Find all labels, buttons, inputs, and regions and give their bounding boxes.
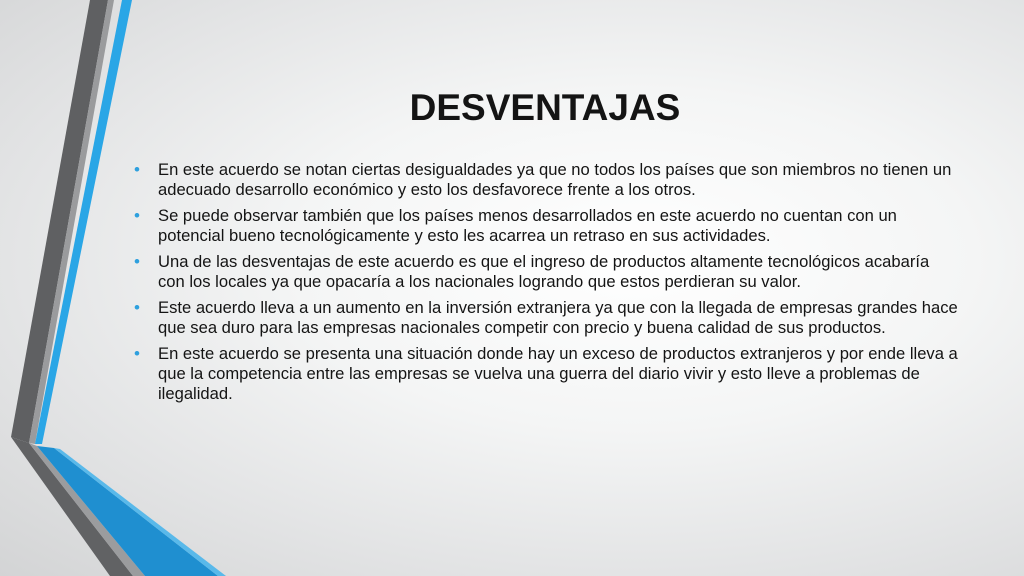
slide-title: DESVENTAJAS <box>409 87 681 128</box>
bullet-item <box>134 344 959 404</box>
bullet-dot-icon: • <box>134 206 140 225</box>
bullet-text: En este acuerdo se notan ciertas desigualdades ya que no todos los países que son miembros no tienen un adecuado desarrollo económico y esto los desfavorece frente a los otros. <box>158 160 952 199</box>
bullet-dot-icon: • <box>134 160 140 179</box>
bullet-item <box>134 206 959 246</box>
bullet-text: Una de las desventajas de este acuerdo es que el ingreso de productos altamente tecnológicos acabaría con los locales ya que opacaría a los nacionales logrando que estos perdieran su valor. <box>158 252 930 291</box>
bullet-list <box>134 160 959 410</box>
bullet-text: Este acuerdo lleva a un aumento en la inversión extranjera ya que con la llegada de empresas grandes hace que sea duro para las empresas nacionales competir con precio y buena calidad de sus productos. <box>158 298 958 337</box>
bullet-dot-icon: • <box>134 344 140 363</box>
bullet-dot-icon: • <box>134 252 140 271</box>
bullet-text: En este acuerdo se presenta una situación donde hay un exceso de productos extranjeros y por ende lleva a que la competencia entre las empresas se vuelva una guerra del diario vivir y esto lleve a problemas de ilegalidad. <box>158 344 958 403</box>
bullet-item <box>134 298 959 338</box>
bullet-item <box>134 160 959 200</box>
bullet-item <box>134 252 959 292</box>
bullet-text: Se puede observar también que los países menos desarrollados en este acuerdo no cuentan con un potencial bueno tecnológicamente y esto les acarrea un retraso en sus actividades. <box>158 206 897 245</box>
bullet-dot-icon: • <box>134 298 140 317</box>
